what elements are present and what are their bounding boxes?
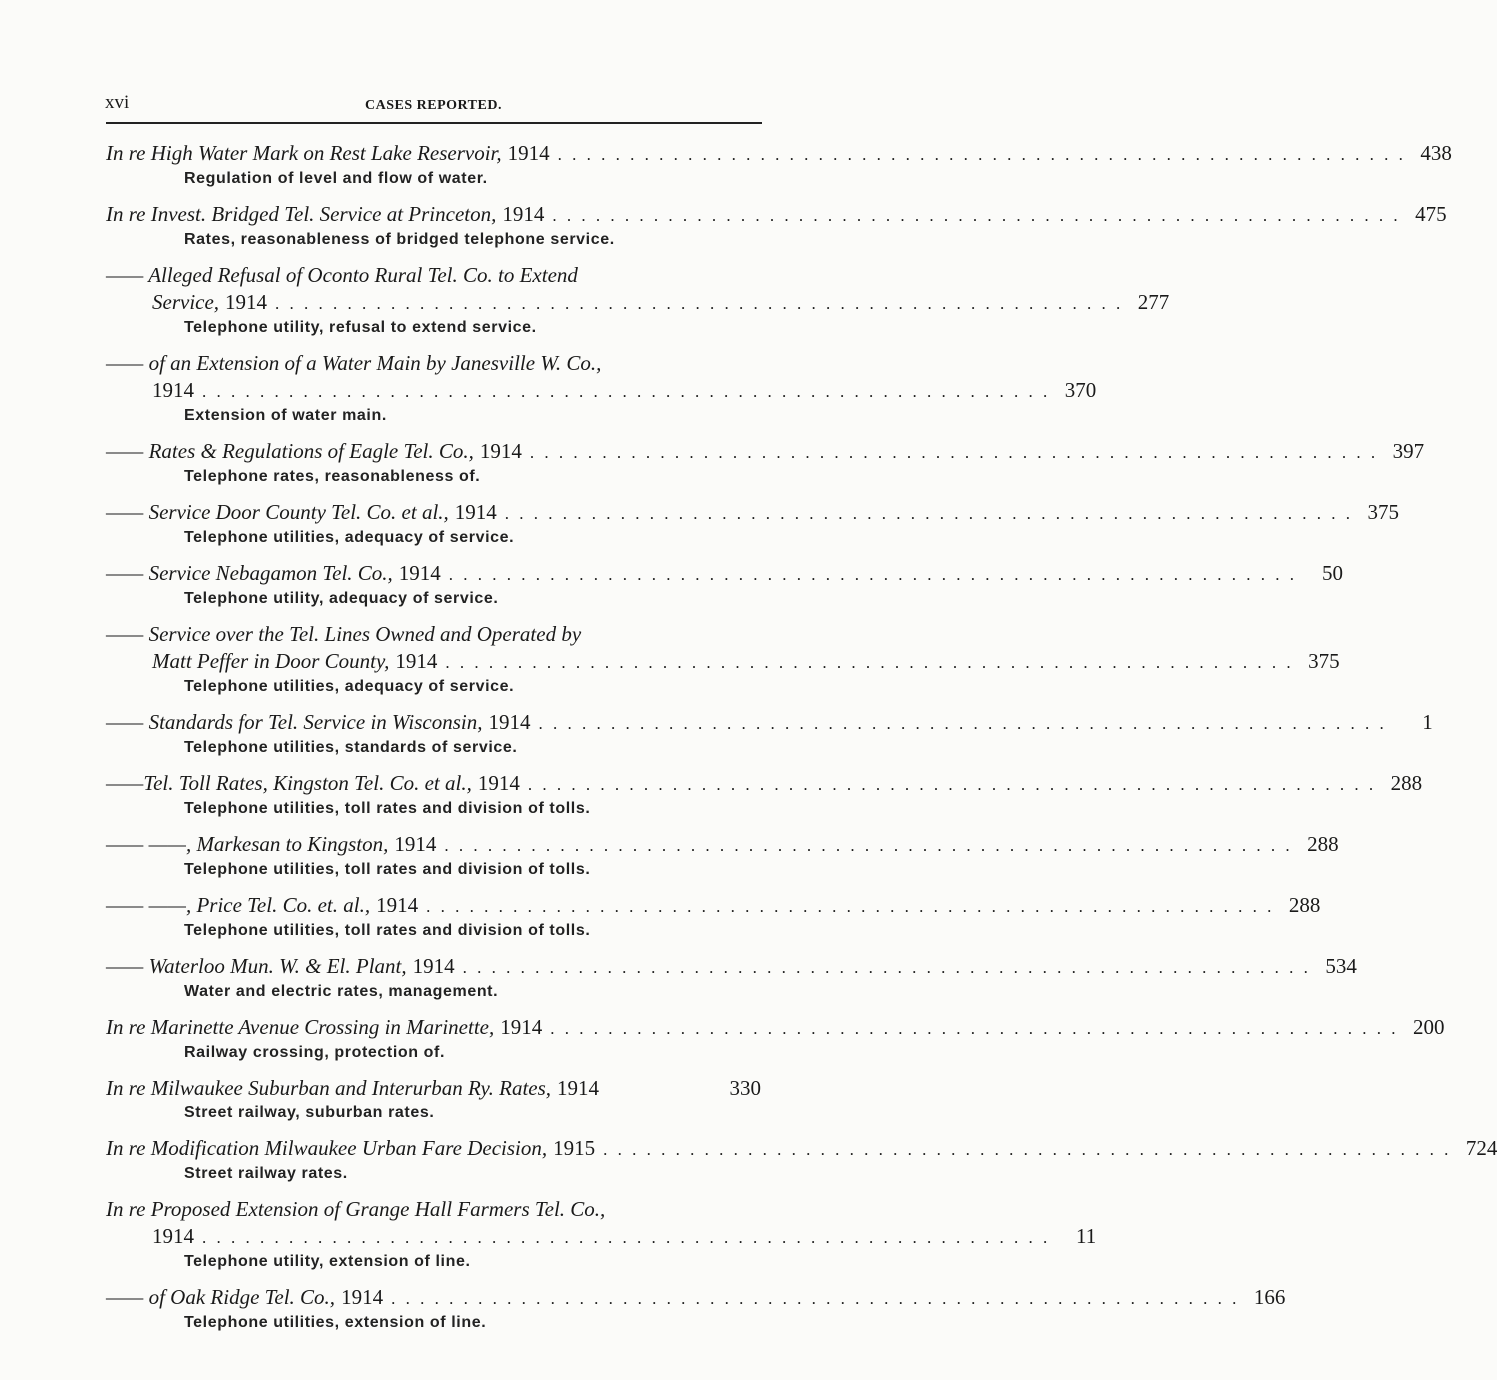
leader-dots: . . . . . . . . . . . . . . . . . . . . . . . . . . . . . . . . . . . . . . . . . . . . . . . . . . . . . . . . . . . bbox=[448, 565, 1298, 584]
case-title: Matt Peffer in Door County, bbox=[152, 649, 390, 673]
case-description: Water and electric rates, management. bbox=[184, 983, 499, 1000]
case-title-line1: —— of an Extension of a Water Main by Janesville W. Co., bbox=[106, 351, 602, 375]
leader-dots: . . . . . . . . . . . . . . . . . . . . . . . . . . . . . . . . . . . . . . . . . . . . . . . . . . . . . . . . . . . bbox=[202, 1228, 1051, 1247]
case-entry bbox=[0, 709, 1433, 759]
leader-dots: . . . . . . . . . . . . . . . . . . . . . . . . . . . . . . . . . . . . . . . . . . . . . . . . . . . . . . . . . . . bbox=[538, 714, 1387, 733]
case-entry bbox=[0, 621, 1340, 698]
case-title: In re Modification Milwaukee Urban Fare Decision, bbox=[106, 1136, 548, 1160]
leader-dots: . . . . . . . . . . . . . . . . . . . . . . . . . . . . . . . . . . . . . . . . . . . . . . . . . . . . . . . . . . . bbox=[552, 206, 1401, 225]
leader-dots: . . . . . . . . . . . . . . . . . . . . . . . . . . . . . . . . . . . . . . . . . . . . . . . . . . . . . . . . . . . bbox=[444, 836, 1293, 855]
leader-dots: . . . . . . . . . . . . . . . . . . . . . . . . . . . . . . . . . . . . . . . . . . . . . . . . . . . . . . . . . . . bbox=[527, 775, 1377, 794]
leader-dots: . . . . . . . . . . . . . . . . . . . . . . . . . . . . . . . . . . . . . . . . . . . . . . . . . . . . . . . . . . . bbox=[202, 382, 1051, 401]
page-header bbox=[105, 92, 762, 122]
case-year: 1914 bbox=[398, 561, 441, 585]
leader-dots: . . . . . . . . . . . . . . . . . . . . . . . . . . . . . . . . . . . . . . . . . . . . . . . . . . . . . . . . . . . bbox=[504, 504, 1354, 523]
case-title: —— ——, Price Tel. Co. et. al., bbox=[106, 893, 371, 917]
case-year: 1914 bbox=[394, 832, 437, 856]
page-ref: 1 bbox=[1422, 710, 1433, 734]
case-entry bbox=[0, 1196, 1097, 1273]
case-description: Telephone rates, reasonableness of. bbox=[184, 468, 481, 485]
page-ref: 50 bbox=[1322, 561, 1344, 585]
case-description: Street railway rates. bbox=[184, 1165, 348, 1182]
leader-dots: . . . . . . . . . . . . . . . . . . . . . . . . . . . . . . . . . . . . . . . . . . . . . . . . . . . . . . . . . . . bbox=[557, 145, 1406, 164]
case-entry bbox=[0, 499, 1400, 549]
case-description: Telephone utilities, toll rates and division of tolls. bbox=[184, 800, 591, 817]
case-year: 1914 bbox=[412, 954, 455, 978]
case-year: 1914 bbox=[502, 202, 545, 226]
case-year: 1914 bbox=[500, 1015, 543, 1039]
page-ref: 438 bbox=[1420, 141, 1452, 165]
case-year: 1914 bbox=[395, 649, 438, 673]
case-year: 1915 bbox=[553, 1136, 596, 1160]
page-ref: 288 bbox=[1288, 893, 1321, 917]
case-list bbox=[0, 140, 1497, 1345]
case-description: Rates, reasonableness of bridged telephone service. bbox=[184, 231, 615, 248]
case-year: 1914 bbox=[454, 500, 497, 524]
page-number: xvi bbox=[105, 92, 130, 113]
case-entry bbox=[0, 560, 1344, 610]
page-ref: 375 bbox=[1367, 500, 1400, 524]
case-entry bbox=[0, 831, 1339, 881]
case-entry bbox=[0, 201, 1447, 251]
case-year: 1914 bbox=[341, 1285, 384, 1309]
page-ref: 397 bbox=[1392, 439, 1425, 463]
case-description: Telephone utilities, toll rates and division of tolls. bbox=[184, 861, 591, 878]
case-entry bbox=[0, 892, 1321, 942]
leader-dots: . . . . . . . . . . . . . . . . . . . . . . . . . . . . . . . . . . . . . . . . . . . . . . . . . . . . . . . . . . . bbox=[391, 1289, 1240, 1308]
case-year: 1914 bbox=[479, 439, 522, 463]
case-title: —— Rates & Regulations of Eagle Tel. Co., bbox=[106, 439, 474, 463]
leader-dots: . . . . . . . . . . . . . . . . . . . . . . . . . . . . . . . . . . . . . . . . . . . . . . . . . . . . . . . . . . . bbox=[603, 1140, 1452, 1159]
case-title: ——Tel. Toll Rates, Kingston Tel. Co. et al., bbox=[106, 771, 472, 795]
header-rule bbox=[106, 122, 762, 124]
case-entry bbox=[0, 1075, 867, 1124]
case-description: Railway crossing, protection of. bbox=[184, 1044, 446, 1061]
case-entry bbox=[0, 438, 1425, 488]
leader-dots: . . . . . . . . . . . . . . . . . . . . . . . . . . . . . . . . . . . . . . . . . . . . . . . . . . . . . . . . . . . bbox=[275, 294, 1124, 313]
page-ref: 288 bbox=[1307, 832, 1339, 856]
page-ref: 166 bbox=[1253, 1285, 1286, 1309]
page-ref: 200 bbox=[1413, 1015, 1445, 1039]
case-description: Telephone utility, extension of line. bbox=[184, 1253, 471, 1270]
case-description: Telephone utilities, standards of service. bbox=[184, 739, 518, 756]
case-description: Street railway, suburban rates. bbox=[184, 1104, 435, 1121]
case-title: —— of Oak Ridge Tel. Co., bbox=[106, 1285, 336, 1309]
case-description: Extension of water main. bbox=[184, 407, 387, 424]
case-year: 1914 bbox=[376, 893, 419, 917]
case-description: Telephone utility, refusal to extend service. bbox=[184, 319, 537, 336]
page-ref: 11 bbox=[1076, 1224, 1097, 1248]
case-description: Telephone utilities, toll rates and division of tolls. bbox=[184, 922, 591, 939]
case-description: Telephone utilities, adequacy of service. bbox=[184, 678, 515, 695]
case-description: Telephone utility, adequacy of service. bbox=[184, 590, 499, 607]
case-title: —— Standards for Tel. Service in Wisconsin, bbox=[106, 710, 483, 734]
case-entry bbox=[0, 1135, 1497, 1185]
page-ref: 330 bbox=[729, 1076, 761, 1100]
case-entry bbox=[0, 1014, 1445, 1064]
case-title: In re High Water Mark on Rest Lake Reservoir, bbox=[106, 141, 502, 165]
case-title: —— Waterloo Mun. W. & El. Plant, bbox=[106, 954, 407, 978]
case-title: —— Service Nebagamon Tel. Co., bbox=[106, 561, 393, 585]
case-title: Service, bbox=[152, 290, 220, 314]
leader-dots: . . . . . . . . . . . . . . . . . . . . . . . . . . . . . . . . . . . . . . . . . . . . . . . . . . . . . . . . . . . bbox=[462, 958, 1311, 977]
case-title: In re Milwaukee Suburban and Interurban Ry. Rates, bbox=[106, 1076, 552, 1100]
page-ref: 375 bbox=[1308, 649, 1340, 673]
case-title-line1: In re Proposed Extension of Grange Hall Farmers Tel. Co., bbox=[106, 1197, 606, 1221]
leader-dots: . . . . . . . . . . . . . . . . . . . . . . . . . . . . . . . . . . . . . . . . . . . . . . . . . . . . . . . . . . . bbox=[529, 443, 1379, 462]
case-title: In re Invest. Bridged Tel. Service at Princeton, bbox=[106, 202, 497, 226]
page-ref: 370 bbox=[1064, 378, 1097, 402]
case-year: 1914 bbox=[152, 378, 194, 402]
case-title: —— Service Door County Tel. Co. et al., bbox=[106, 500, 449, 524]
page-ref: 475 bbox=[1415, 202, 1447, 226]
case-year: 1914 bbox=[507, 141, 550, 165]
case-year: 1914 bbox=[557, 1076, 600, 1100]
case-title-line1: —— Service over the Tel. Lines Owned and Operated by bbox=[106, 622, 582, 646]
case-description: Telephone utilities, extension of line. bbox=[184, 1314, 487, 1331]
running-title: CASES REPORTED. bbox=[365, 98, 502, 113]
case-year: 1914 bbox=[488, 710, 531, 734]
case-entry bbox=[0, 262, 1170, 339]
page-ref: 534 bbox=[1325, 954, 1357, 978]
case-title-line1: —— Alleged Refusal of Oconto Rural Tel. Co. to Extend bbox=[106, 263, 578, 287]
case-entry bbox=[0, 953, 1357, 1003]
case-description: Telephone utilities, adequacy of service. bbox=[184, 529, 515, 546]
case-year: 1914 bbox=[477, 771, 520, 795]
case-entry bbox=[0, 350, 1097, 427]
page-ref: 288 bbox=[1390, 771, 1423, 795]
page-ref: 277 bbox=[1137, 290, 1170, 314]
page-ref: 724 bbox=[1465, 1136, 1497, 1160]
case-title: —— ——, Markesan to Kingston, bbox=[106, 832, 389, 856]
case-entry bbox=[0, 770, 1423, 820]
leader-dots: . . . . . . . . . . . . . . . . . . . . . . . . . . . . . . . . . . . . . . . . . . . . . . . . . . . . . . . . . . . bbox=[445, 653, 1294, 672]
leader-dots: . . . . . . . . . . . . . . . . . . . . . . . . . . . . . . . . . . . . . . . . . . . . . . . . . . . . . . . . . . . bbox=[426, 897, 1275, 916]
leader-dots: . . . . . . . . . . . . . . . . . . . . . . . . . . . . . . . . . . . . . . . . . . . . . . . . . . . . . . . . . . . bbox=[550, 1019, 1399, 1038]
case-entry bbox=[0, 140, 1452, 190]
case-title: In re Marinette Avenue Crossing in Marinette, bbox=[106, 1015, 495, 1039]
case-year: 1914 bbox=[225, 290, 268, 314]
case-description: Regulation of level and flow of water. bbox=[184, 170, 488, 187]
case-entry bbox=[0, 1284, 1286, 1334]
case-year: 1914 bbox=[152, 1224, 194, 1248]
